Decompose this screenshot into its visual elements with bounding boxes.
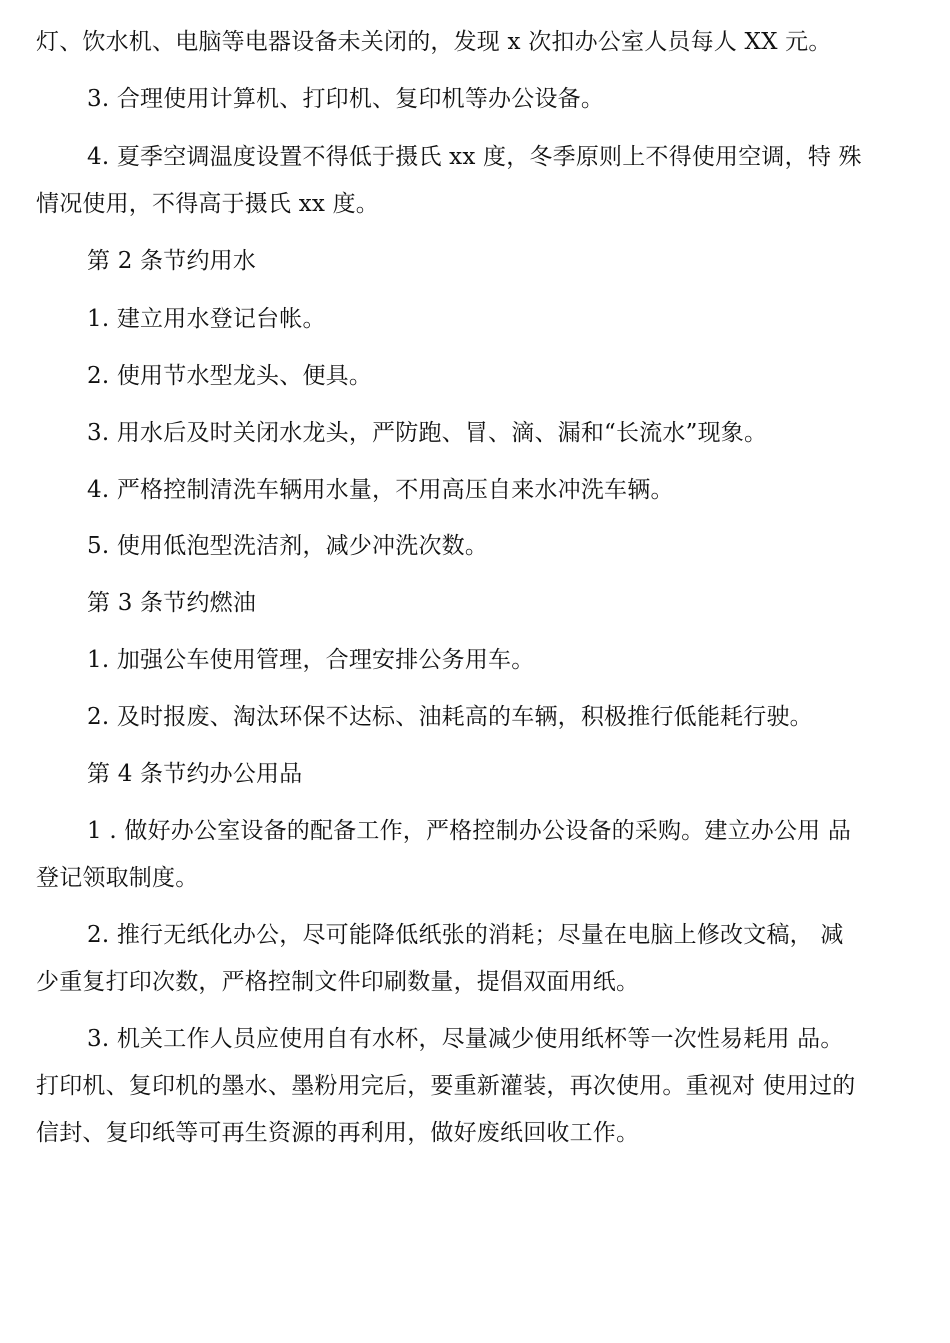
- section-heading-4: [36, 751, 914, 798]
- paragraph-line: 第 3 条节约燃油: [87, 590, 257, 616]
- paragraph-line: 3. 合理使用计算机、打印机、复印机等办公设备。: [87, 86, 605, 112]
- paragraph-line: 信封、复印纸等可再生资源的再利用，做好废纸回收工作。: [36, 1120, 640, 1146]
- paragraph-line: 5. 使用低泡型洗洁剂，减少冲洗次数。: [87, 533, 489, 559]
- paragraph-8: [36, 467, 914, 514]
- paragraph-line: 1. 加强公车使用管理，合理安排公务用车。: [87, 647, 535, 673]
- paragraph-line: 2. 使用节水型龙头、便具。: [87, 363, 373, 389]
- section-heading-3: [36, 580, 914, 627]
- paragraph-line: 2. 及时报废、淘汰环保不达标、油耗高的车辆，积极推行低能耗行驶。: [87, 704, 813, 730]
- paragraph-line: 1 . 做好办公室设备的配备工作，严格控制办公设备的采购。建立办公用 品: [87, 818, 852, 844]
- section-heading-2: [36, 238, 914, 285]
- paragraph-line: 第 2 条节约用水: [87, 248, 257, 274]
- paragraph-line: 登记领取制度。: [36, 865, 199, 891]
- paragraph-11: [36, 637, 914, 684]
- paragraph-line: 3. 用水后及时关闭水龙头，严防跑、冒、滴、漏和“长流水”现象。: [87, 420, 768, 446]
- paragraph-line: 灯、饮水机、电脑等电器设备未关闭的，发现 x 次扣办公室人员每人 XX 元。: [36, 29, 832, 55]
- paragraph-line: 情况使用，不得高于摄氏 xx 度。: [36, 191, 379, 217]
- paragraph-5: [36, 296, 914, 343]
- paragraph-15: [36, 912, 914, 1006]
- paragraph-line: 第 4 条节约办公用品: [87, 761, 303, 787]
- paragraph-3: [36, 134, 914, 228]
- paragraph-7: [36, 410, 914, 457]
- paragraph-6: [36, 353, 914, 400]
- paragraph-14: [36, 808, 914, 902]
- paragraph-line: 1. 建立用水登记台帐。: [87, 306, 326, 332]
- paragraph-1: [36, 19, 914, 66]
- paragraph-line: 4. 夏季空调温度设置不得低于摄氏 xx 度，冬季原则上不得使用空调，特 殊: [87, 144, 862, 170]
- paragraph-2: [36, 76, 914, 123]
- paragraph-line: 3. 机关工作人员应使用自有水杯，尽量减少使用纸杯等一次性易耗用 品。: [87, 1026, 844, 1052]
- paragraph-line: 4. 严格控制清洗车辆用水量，不用高压自来水冲洗车辆。: [87, 477, 674, 503]
- paragraph-12: [36, 694, 914, 741]
- paragraph-line: 少重复打印次数，严格控制文件印刷数量，提倡双面用纸。: [36, 969, 640, 995]
- paragraph-line: 打印机、复印机的墨水、墨粉用完后，要重新灌装，再次使用。重视对 使用过的: [36, 1073, 856, 1099]
- paragraph-16: [36, 1016, 914, 1157]
- paragraph-line: 2. 推行无纸化办公，尽可能降低纸张的消耗；尽量在电脑上修改文稿， 减: [87, 922, 844, 948]
- paragraph-9: [36, 523, 914, 570]
